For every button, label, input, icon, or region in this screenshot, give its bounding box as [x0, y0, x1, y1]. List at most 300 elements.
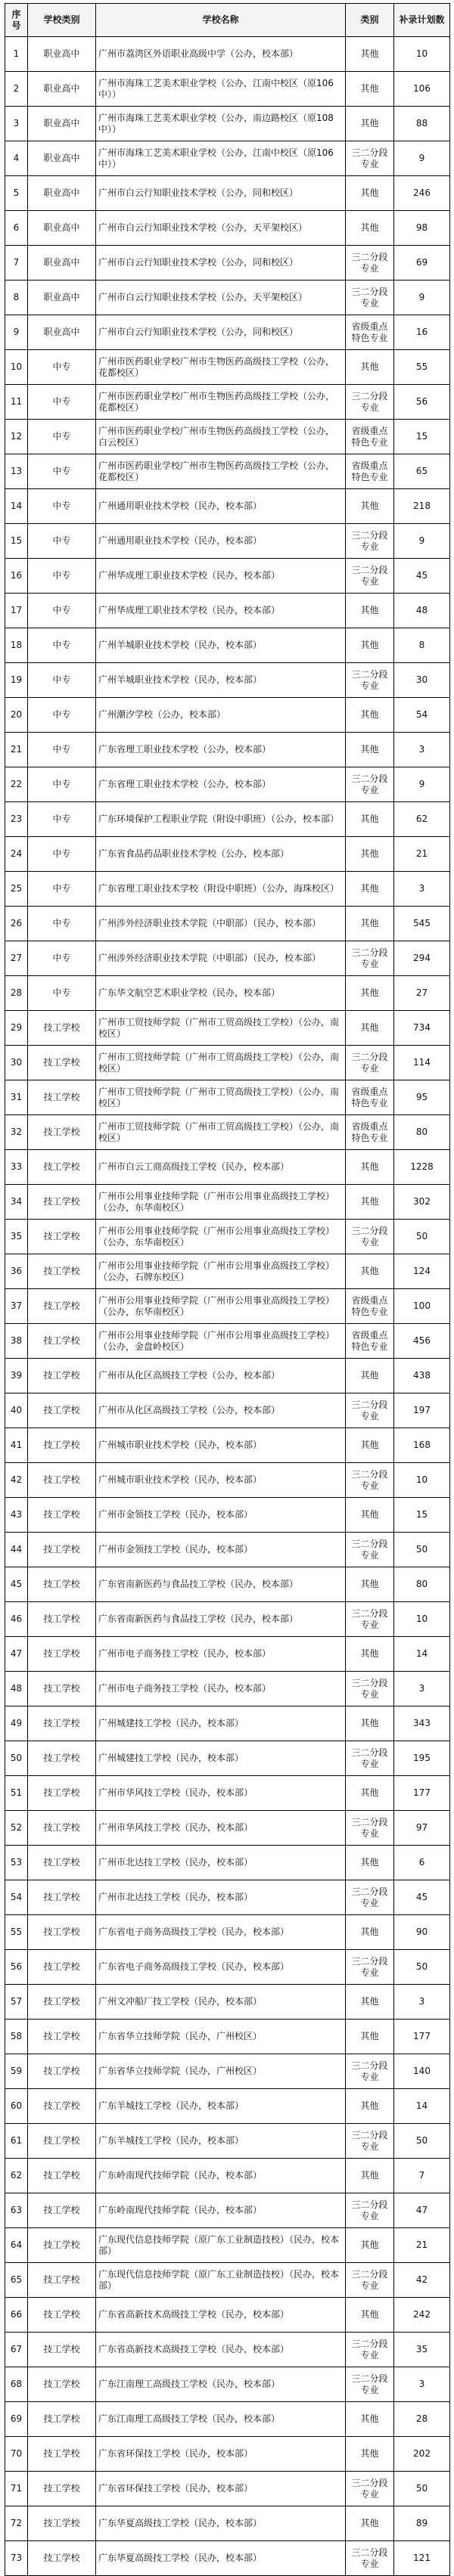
table-row	[5, 2263, 450, 2298]
row-category: 三二分段专业	[346, 1220, 394, 1254]
row-plan-count: 177	[394, 2020, 450, 2054]
row-category: 三二分段专业	[346, 2054, 394, 2089]
row-category: 其他	[346, 907, 394, 941]
row-plan-count: 98	[394, 211, 450, 246]
row-school-type: 中专	[28, 941, 96, 976]
table-row	[5, 2333, 450, 2367]
table-row	[5, 1185, 450, 1220]
row-school-type: 中专	[28, 489, 96, 524]
row-school-name: 广州市工贸技师学院（广州市工贸高级技工学校）（公办，南校区）	[96, 1046, 346, 1080]
row-index: 2	[5, 72, 28, 107]
row-category: 其他	[346, 1185, 394, 1220]
row-school-type: 中专	[28, 976, 96, 1011]
row-school-name: 广州市公用事业技师学院（广州市公用事业高级技工学校）（公办，东华南校区）	[96, 1289, 346, 1324]
row-school-type: 技工学校	[28, 2472, 96, 2506]
row-plan-count: 197	[394, 1393, 450, 1428]
row-school-name: 广东省环保技工学校（民办，校本部）	[96, 2472, 346, 2506]
row-plan-count: 3	[394, 1672, 450, 1706]
row-plan-count: 343	[394, 1706, 450, 1741]
row-plan-count: 80	[394, 1567, 450, 1602]
row-category: 其他	[346, 2020, 394, 2054]
row-index: 30	[5, 1046, 28, 1080]
row-index: 41	[5, 1428, 28, 1463]
row-school-name: 广东羊城技工学校（民办，校本部）	[96, 2124, 346, 2159]
row-school-name: 广州市华风技工学校（民办，校本部）	[96, 1811, 346, 1846]
row-category: 其他	[346, 2159, 394, 2193]
row-school-name: 广州市白云工商高级技工学校（民办，校本部）	[96, 1150, 346, 1185]
row-category: 其他	[346, 1359, 394, 1393]
row-plan-count: 21	[394, 2228, 450, 2263]
row-school-type: 技工学校	[28, 1220, 96, 1254]
row-plan-count: 48	[394, 594, 450, 628]
row-school-name: 广州城市职业技术学校（民办，校本部）	[96, 1428, 346, 1463]
table-row	[5, 663, 450, 698]
row-school-name: 广州市医药职业学校广州市生物医药高级技工学校（公办，白云校区）	[96, 420, 346, 454]
row-index: 52	[5, 1811, 28, 1846]
row-school-name: 广州羊城职业技术学校（民办，校本部）	[96, 663, 346, 698]
table-row	[5, 1985, 450, 2020]
row-category: 三二分段专业	[346, 559, 394, 594]
row-school-type: 中专	[28, 454, 96, 489]
row-index: 66	[5, 2298, 28, 2333]
row-plan-count: 50	[394, 1533, 450, 1567]
table-row	[5, 1706, 450, 1741]
row-school-name: 广州涉外经济职业技术学院（中职部）（民办，校本部）	[96, 907, 346, 941]
row-school-type: 技工学校	[28, 2506, 96, 2541]
row-index: 47	[5, 1637, 28, 1672]
row-category: 省级重点特色专业	[346, 1115, 394, 1150]
row-category: 省级重点特色专业	[346, 454, 394, 489]
row-school-type: 技工学校	[28, 2298, 96, 2333]
row-category: 省级重点特色专业	[346, 1289, 394, 1324]
row-category: 其他	[346, 72, 394, 107]
row-plan-count: 9	[394, 767, 450, 802]
table-row	[5, 420, 450, 454]
row-index: 43	[5, 1498, 28, 1533]
table-row	[5, 1220, 450, 1254]
table-row	[5, 489, 450, 524]
row-category: 其他	[346, 837, 394, 872]
row-index: 42	[5, 1463, 28, 1498]
table-row	[5, 872, 450, 907]
row-category: 三二分段专业	[346, 281, 394, 315]
row-school-type: 技工学校	[28, 1880, 96, 1915]
row-index: 63	[5, 2193, 28, 2228]
row-index: 57	[5, 1985, 28, 2020]
row-category: 三二分段专业	[346, 1533, 394, 1567]
row-school-type: 技工学校	[28, 2159, 96, 2193]
row-school-type: 技工学校	[28, 1115, 96, 1150]
row-school-type: 技工学校	[28, 1011, 96, 1046]
row-index: 37	[5, 1289, 28, 1324]
row-category: 其他	[346, 1915, 394, 1950]
table-row	[5, 454, 450, 489]
table-row	[5, 2124, 450, 2159]
row-category: 三二分段专业	[346, 141, 394, 176]
row-plan-count: 1228	[394, 1150, 450, 1185]
row-school-name: 广东环境保护工程职业学院（附设中职班）（公办，校本部）	[96, 802, 346, 837]
row-category: 三二分段专业	[346, 1393, 394, 1428]
row-school-name: 广州市海珠工艺美术职业学校（公办，南边路校区（原108中））	[96, 107, 346, 141]
row-school-name: 广州市华风技工学校（民办，校本部）	[96, 1776, 346, 1811]
row-school-name: 广东省电子商务高级技工学校（民办，校本部）	[96, 1915, 346, 1950]
row-school-type: 中专	[28, 559, 96, 594]
row-index: 12	[5, 420, 28, 454]
table-row	[5, 211, 450, 246]
row-school-name: 广州市医药职业学校广州市生物医药高级技工学校（公办，花都校区）	[96, 350, 346, 385]
row-school-name: 广东现代信息技师学院（原广东工业制造技校）（民办，校本部）	[96, 2263, 346, 2298]
row-school-type: 技工学校	[28, 1393, 96, 1428]
row-school-type: 技工学校	[28, 2437, 96, 2472]
row-school-name: 广州涉外经济职业技术学院（中职部）（民办，校本部）	[96, 941, 346, 976]
row-category: 其他	[346, 1637, 394, 1672]
row-plan-count: 6	[394, 1846, 450, 1880]
row-school-type: 技工学校	[28, 2193, 96, 2228]
table-row	[5, 2298, 450, 2333]
row-school-name: 广州通用职业技术学校（民办，校本部）	[96, 524, 346, 559]
row-index: 15	[5, 524, 28, 559]
row-plan-count: 89	[394, 2506, 450, 2541]
header-school-type: 学校类别	[28, 4, 96, 37]
table-row	[5, 1776, 450, 1811]
row-category: 其他	[346, 1706, 394, 1741]
table-row	[5, 281, 450, 315]
row-index: 64	[5, 2228, 28, 2263]
row-category: 其他	[346, 1428, 394, 1463]
row-school-type: 中专	[28, 767, 96, 802]
table-row	[5, 594, 450, 628]
row-school-name: 广州市北达技工学校（民办，校本部）	[96, 1846, 346, 1880]
row-index: 73	[5, 2541, 28, 2576]
row-school-type: 中专	[28, 698, 96, 733]
row-school-type: 技工学校	[28, 1602, 96, 1637]
row-school-name: 广东省南新医药与食品技工学校（民办，校本部）	[96, 1567, 346, 1602]
row-category: 其他	[346, 2437, 394, 2472]
row-index: 46	[5, 1602, 28, 1637]
row-school-type: 技工学校	[28, 1672, 96, 1706]
row-category: 三二分段专业	[346, 524, 394, 559]
row-index: 48	[5, 1672, 28, 1706]
row-school-type: 技工学校	[28, 1811, 96, 1846]
table-row	[5, 1046, 450, 1080]
row-plan-count: 42	[394, 2263, 450, 2298]
row-category: 其他	[346, 2298, 394, 2333]
row-index: 65	[5, 2263, 28, 2298]
row-index: 69	[5, 2402, 28, 2437]
row-plan-count: 35	[394, 2333, 450, 2367]
row-school-name: 广州市公用事业技师学院（广州市公用事业高级技工学校）（公办，金盘岭校区）	[96, 1324, 346, 1359]
row-category: 其他	[346, 1776, 394, 1811]
row-school-name: 广东省高新技术高级技工学校（民办，校本部）	[96, 2333, 346, 2367]
table-row	[5, 907, 450, 941]
row-plan-count: 50	[394, 2124, 450, 2159]
row-school-name: 广东省华立技师学院（民办，广州校区）	[96, 2020, 346, 2054]
row-index: 72	[5, 2506, 28, 2541]
row-school-type: 技工学校	[28, 1567, 96, 1602]
supplementary-admission-table	[5, 3, 450, 2576]
row-plan-count: 65	[394, 454, 450, 489]
row-index: 11	[5, 385, 28, 420]
row-plan-count: 10	[394, 37, 450, 72]
row-school-name: 广州华成理工职业技术学校（民办，校本部）	[96, 559, 346, 594]
row-school-name: 广州文冲船厂技工学校（民办，校本部）	[96, 1985, 346, 2020]
row-category: 其他	[346, 2089, 394, 2124]
row-plan-count: 8	[394, 628, 450, 663]
row-school-type: 技工学校	[28, 1150, 96, 1185]
row-school-type: 职业高中	[28, 281, 96, 315]
table-header-row	[5, 4, 450, 37]
row-school-type: 技工学校	[28, 2054, 96, 2089]
row-category: 三二分段专业	[346, 1880, 394, 1915]
row-index: 50	[5, 1741, 28, 1776]
row-plan-count: 195	[394, 1741, 450, 1776]
row-index: 70	[5, 2437, 28, 2472]
row-school-type: 中专	[28, 663, 96, 698]
row-school-name: 广州市白云行知职业技术学校（公办，天平架校区）	[96, 211, 346, 246]
row-category: 其他	[346, 628, 394, 663]
row-plan-count: 3	[394, 733, 450, 767]
row-school-type: 职业高中	[28, 176, 96, 211]
row-school-name: 广东羊城技工学校（民办，校本部）	[96, 2089, 346, 2124]
row-index: 61	[5, 2124, 28, 2159]
table-row	[5, 1463, 450, 1498]
row-school-name: 广州市白云行知职业技术学校（公办，同和校区）	[96, 315, 346, 350]
row-school-type: 技工学校	[28, 2089, 96, 2124]
row-school-type: 职业高中	[28, 315, 96, 350]
table-row	[5, 2541, 450, 2576]
row-plan-count: 14	[394, 1637, 450, 1672]
header-school-name: 学校名称	[96, 4, 346, 37]
row-plan-count: 21	[394, 837, 450, 872]
row-index: 6	[5, 211, 28, 246]
row-plan-count: 30	[394, 663, 450, 698]
row-index: 45	[5, 1567, 28, 1602]
row-category: 三二分段专业	[346, 2333, 394, 2367]
row-index: 31	[5, 1080, 28, 1115]
table-row	[5, 2506, 450, 2541]
row-category: 三二分段专业	[346, 2367, 394, 2402]
row-category: 三二分段专业	[346, 246, 394, 281]
row-school-type: 技工学校	[28, 2020, 96, 2054]
row-plan-count: 9	[394, 524, 450, 559]
row-index: 23	[5, 802, 28, 837]
row-plan-count: 15	[394, 1498, 450, 1533]
table-row	[5, 976, 450, 1011]
row-school-type: 职业高中	[28, 37, 96, 72]
row-plan-count: 456	[394, 1324, 450, 1359]
row-school-type: 技工学校	[28, 2333, 96, 2367]
row-category: 其他	[346, 2506, 394, 2541]
row-plan-count: 242	[394, 2298, 450, 2333]
row-school-name: 广东现代信息技师学院（原广东工业制造技校）（民办，校本部）	[96, 2228, 346, 2263]
row-plan-count: 14	[394, 2089, 450, 2124]
table-body	[5, 37, 450, 2576]
table-row	[5, 2402, 450, 2437]
row-plan-count: 45	[394, 559, 450, 594]
row-category: 其他	[346, 802, 394, 837]
row-school-name: 广东省理工职业技术学校（公办，校本部）	[96, 733, 346, 767]
row-category: 其他	[346, 2228, 394, 2263]
row-index: 68	[5, 2367, 28, 2402]
row-school-type: 技工学校	[28, 1428, 96, 1463]
row-school-type: 技工学校	[28, 1915, 96, 1950]
row-school-name: 广州市海珠工艺美术职业学校（公办，江南中校区（原106中））	[96, 141, 346, 176]
table-row	[5, 733, 450, 767]
table-row	[5, 1811, 450, 1846]
row-category: 三二分段专业	[346, 385, 394, 420]
table-row	[5, 1880, 450, 1915]
table-row	[5, 1324, 450, 1359]
row-school-name: 广州市电子商务技工学校（民办，校本部）	[96, 1637, 346, 1672]
table-row	[5, 1011, 450, 1046]
row-school-type: 技工学校	[28, 2402, 96, 2437]
table-row	[5, 2193, 450, 2228]
row-plan-count: 10	[394, 1463, 450, 1498]
row-category: 三二分段专业	[346, 2541, 394, 2576]
table-row	[5, 1428, 450, 1463]
row-school-type: 技工学校	[28, 1289, 96, 1324]
table-row	[5, 246, 450, 281]
row-plan-count: 50	[394, 1220, 450, 1254]
table-row	[5, 2228, 450, 2263]
row-category: 其他	[346, 1498, 394, 1533]
row-school-name: 广州通用职业技术学校（民办，校本部）	[96, 489, 346, 524]
table-row	[5, 1080, 450, 1115]
row-index: 36	[5, 1254, 28, 1289]
row-index: 54	[5, 1880, 28, 1915]
row-index: 1	[5, 37, 28, 72]
row-school-name: 广东省环保技工学校（民办，校本部）	[96, 2437, 346, 2472]
row-school-type: 技工学校	[28, 1741, 96, 1776]
row-index: 34	[5, 1185, 28, 1220]
table-row	[5, 1359, 450, 1393]
row-index: 16	[5, 559, 28, 594]
row-school-type: 中专	[28, 350, 96, 385]
table-row	[5, 37, 450, 72]
row-category: 其他	[346, 37, 394, 72]
table-row	[5, 1637, 450, 1672]
row-school-name: 广州市公用事业技师学院（广州市公用事业高级技工学校）（公办，东华南校区）	[96, 1185, 346, 1220]
row-index: 27	[5, 941, 28, 976]
row-category: 三二分段专业	[346, 2472, 394, 2506]
row-plan-count: 27	[394, 976, 450, 1011]
row-category: 三二分段专业	[346, 1672, 394, 1706]
row-index: 5	[5, 176, 28, 211]
table-row	[5, 559, 450, 594]
row-school-type: 技工学校	[28, 2367, 96, 2402]
row-category: 其他	[346, 733, 394, 767]
row-category: 三二分段专业	[346, 2263, 394, 2298]
row-school-type: 中专	[28, 872, 96, 907]
table-row	[5, 2020, 450, 2054]
row-plan-count: 106	[394, 72, 450, 107]
row-plan-count: 45	[394, 1880, 450, 1915]
row-index: 40	[5, 1393, 28, 1428]
row-category: 其他	[346, 2402, 394, 2437]
row-plan-count: 202	[394, 2437, 450, 2472]
row-plan-count: 50	[394, 2472, 450, 2506]
row-school-type: 技工学校	[28, 1846, 96, 1880]
table-row	[5, 1567, 450, 1602]
row-category: 省级重点特色专业	[346, 420, 394, 454]
row-plan-count: 10	[394, 1602, 450, 1637]
row-plan-count: 114	[394, 1046, 450, 1080]
row-plan-count: 734	[394, 1011, 450, 1046]
row-plan-count: 56	[394, 385, 450, 420]
row-school-name: 广州市工贸技师学院（广州市工贸高级技工学校）（公办，南校区）	[96, 1080, 346, 1115]
row-school-name: 广东省华立技师学院（民办，广州校区）	[96, 2054, 346, 2089]
row-school-name: 广东省理工职业技术学校（公办，校本部）	[96, 767, 346, 802]
table-row	[5, 1150, 450, 1185]
row-plan-count: 3	[394, 872, 450, 907]
row-school-name: 广东省高新技术高级技工学校（民办，校本部）	[96, 2298, 346, 2333]
row-index: 29	[5, 1011, 28, 1046]
row-category: 三二分段专业	[346, 1811, 394, 1846]
row-plan-count: 80	[394, 1115, 450, 1150]
row-school-type: 中专	[28, 385, 96, 420]
table-row	[5, 385, 450, 420]
row-index: 58	[5, 2020, 28, 2054]
row-index: 8	[5, 281, 28, 315]
row-category: 其他	[346, 976, 394, 1011]
row-school-name: 广东华夏高级技工学校（民办，校本部）	[96, 2541, 346, 2576]
row-school-type: 技工学校	[28, 1324, 96, 1359]
row-category: 其他	[346, 211, 394, 246]
table-row	[5, 107, 450, 141]
table-row	[5, 72, 450, 107]
row-plan-count: 124	[394, 1254, 450, 1289]
row-index: 24	[5, 837, 28, 872]
row-index: 17	[5, 594, 28, 628]
row-school-name: 广州市荔湾区外语职业高级中学（公办，校本部）	[96, 37, 346, 72]
row-school-name: 广州市电子商务技工学校（民办，校本部）	[96, 1672, 346, 1706]
row-category: 其他	[346, 1254, 394, 1289]
row-school-name: 广东省南新医药与食品技工学校（民办，校本部）	[96, 1602, 346, 1637]
row-plan-count: 7	[394, 2159, 450, 2193]
row-index: 53	[5, 1846, 28, 1880]
table-row	[5, 767, 450, 802]
row-index: 28	[5, 976, 28, 1011]
row-plan-count: 50	[394, 1950, 450, 1985]
row-school-name: 广州市金领技工学校（民办，校本部）	[96, 1498, 346, 1533]
table-row	[5, 350, 450, 385]
row-plan-count: 55	[394, 350, 450, 385]
row-school-name: 广东省食品药品职业技术学校（公办，校本部）	[96, 837, 346, 872]
row-category: 省级重点特色专业	[346, 1324, 394, 1359]
row-plan-count: 545	[394, 907, 450, 941]
row-index: 33	[5, 1150, 28, 1185]
row-school-type: 技工学校	[28, 1359, 96, 1393]
table-row	[5, 2054, 450, 2089]
row-school-type: 技工学校	[28, 1985, 96, 2020]
row-school-type: 技工学校	[28, 2124, 96, 2159]
row-index: 21	[5, 733, 28, 767]
table-row	[5, 1915, 450, 1950]
row-school-type: 中专	[28, 837, 96, 872]
row-plan-count: 177	[394, 1776, 450, 1811]
row-category: 其他	[346, 489, 394, 524]
row-index: 32	[5, 1115, 28, 1150]
table-row	[5, 1254, 450, 1289]
row-index: 49	[5, 1706, 28, 1741]
row-plan-count: 9	[394, 281, 450, 315]
row-school-type: 中专	[28, 802, 96, 837]
row-school-type: 技工学校	[28, 2263, 96, 2298]
row-school-name: 广东华文航空艺术职业学校（民办，校本部）	[96, 976, 346, 1011]
row-category: 其他	[346, 594, 394, 628]
row-school-name: 广州市公用事业技师学院（广州市公用事业高级技工学校）（公办，石牌东校区）	[96, 1254, 346, 1289]
row-category: 省级重点特色专业	[346, 1080, 394, 1115]
